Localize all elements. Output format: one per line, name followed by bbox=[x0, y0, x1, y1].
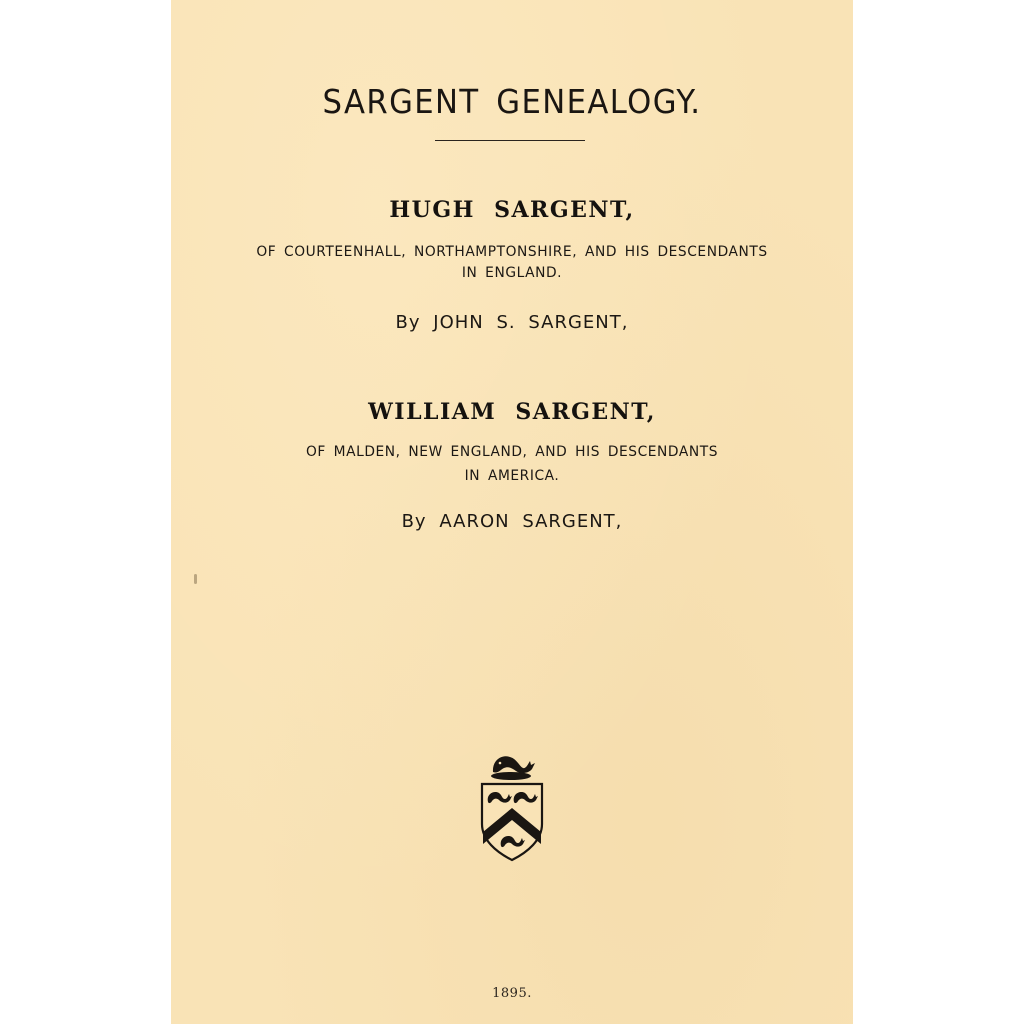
section-description-line-2: IN ENGLAND. bbox=[461, 265, 563, 281]
section-heading-hugh-sargent: HUGH SARGENT, bbox=[389, 197, 635, 223]
section-description-line-1: OF MALDEN, NEW ENGLAND, AND HIS DESCENDANTS bbox=[305, 444, 719, 460]
author-prefix: By bbox=[401, 511, 427, 532]
section-heading-william-sargent: WILLIAM SARGENT, bbox=[368, 399, 656, 425]
title-rule-divider bbox=[435, 140, 585, 141]
author-prefix: By bbox=[395, 312, 421, 333]
page-title: SARGENT GENEALOGY. bbox=[322, 82, 702, 121]
author-name: AARON SARGENT, bbox=[439, 511, 623, 532]
section-description-line-2: IN AMERICA. bbox=[464, 468, 560, 484]
section-author-john-s-sargent bbox=[171, 311, 853, 335]
title-page bbox=[171, 0, 853, 1024]
section-author-aaron-sargent bbox=[171, 510, 853, 534]
publication-year: 1895. bbox=[492, 986, 532, 1001]
coat-of-arms-icon bbox=[478, 748, 546, 864]
paper-smudge bbox=[194, 574, 197, 584]
section-description-line-1: OF COURTEENHALL, NORTHAMPTONSHIRE, AND HIS DESCENDANTS bbox=[256, 244, 768, 260]
author-name: JOHN S. SARGENT, bbox=[433, 312, 629, 333]
